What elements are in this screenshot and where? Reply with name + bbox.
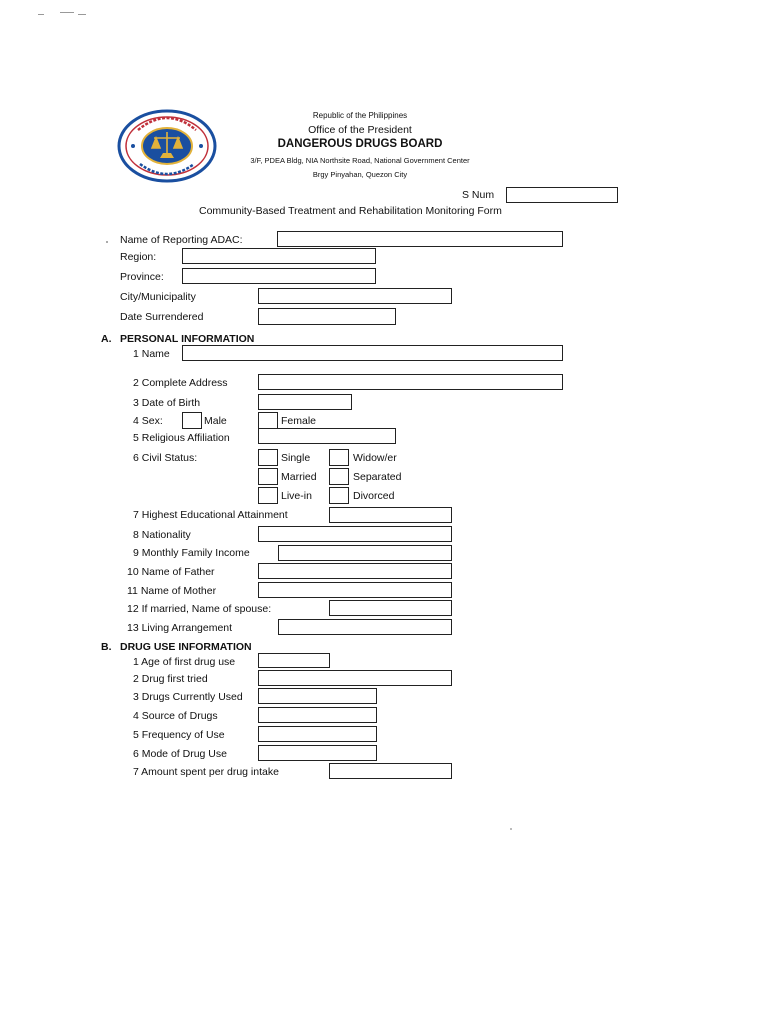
drugs-current-field[interactable] bbox=[258, 688, 377, 704]
mother-field[interactable] bbox=[258, 582, 452, 598]
region-field[interactable] bbox=[182, 248, 376, 264]
father-label: 10 Name of Father bbox=[127, 566, 215, 578]
single-label: Single bbox=[281, 452, 311, 464]
widow-label: Widow/er bbox=[353, 452, 397, 464]
separated-label: Separated bbox=[353, 471, 402, 483]
mode-label: 6 Mode of Drug Use bbox=[133, 748, 227, 760]
form-title: Community-Based Treatment and Rehabilitation Monitoring Form bbox=[199, 205, 502, 217]
scan-speck bbox=[510, 828, 512, 830]
section-a-title: PERSONAL INFORMATION bbox=[120, 333, 255, 345]
married-label: Married bbox=[281, 471, 317, 483]
nationality-field[interactable] bbox=[258, 526, 452, 542]
city-label: City/Municipality bbox=[120, 291, 196, 303]
date-surrendered-field[interactable] bbox=[258, 308, 396, 325]
widow-checkbox[interactable] bbox=[329, 449, 349, 466]
income-field[interactable] bbox=[278, 545, 452, 561]
date-surrendered-label: Date Surrendered bbox=[120, 311, 204, 323]
female-checkbox[interactable] bbox=[258, 412, 278, 429]
city-field[interactable] bbox=[258, 288, 452, 304]
frequency-label: 5 Frequency of Use bbox=[133, 729, 225, 741]
age-first-use-field[interactable] bbox=[258, 653, 330, 668]
female-label: Female bbox=[281, 415, 317, 427]
civil-status-label: 6 Civil Status: bbox=[133, 452, 198, 464]
header-city: Brgy Pinyahan, Quezon City bbox=[312, 170, 408, 179]
source-drugs-field[interactable] bbox=[258, 707, 377, 723]
adac-label: Name of Reporting ADAC: bbox=[120, 234, 243, 246]
single-checkbox[interactable] bbox=[258, 449, 278, 466]
scan-mark bbox=[38, 14, 44, 15]
drug-first-tried-field[interactable] bbox=[258, 670, 452, 686]
section-b-letter: B. bbox=[101, 641, 112, 653]
drug-first-tried-label: 2 Drug first tried bbox=[133, 673, 208, 685]
section-a-letter: A. bbox=[101, 333, 112, 345]
snum-field[interactable] bbox=[506, 187, 618, 203]
living-arrangement-label: 13 Living Arrangement bbox=[127, 622, 233, 634]
dob-label: 3 Date of Birth bbox=[133, 397, 201, 409]
living-arrangement-field[interactable] bbox=[278, 619, 452, 635]
nationality-label: 8 Nationality bbox=[133, 529, 191, 541]
frequency-field[interactable] bbox=[258, 726, 377, 742]
adac-field[interactable] bbox=[277, 231, 563, 247]
education-field[interactable] bbox=[329, 507, 452, 523]
separated-checkbox[interactable] bbox=[329, 468, 349, 485]
address-field[interactable] bbox=[258, 374, 563, 390]
header-republic: Republic of the Philippines bbox=[312, 111, 408, 120]
religion-label: 5 Religious Affiliation bbox=[133, 432, 230, 444]
livein-label: Live-in bbox=[281, 490, 312, 502]
sex-label: 4 Sex: bbox=[133, 415, 163, 427]
drugs-current-label: 3 Drugs Currently Used bbox=[133, 691, 243, 703]
header-office: Office of the President bbox=[308, 124, 412, 136]
mother-label: 11 Name of Mother bbox=[127, 585, 217, 597]
province-field[interactable] bbox=[182, 268, 376, 284]
spouse-field[interactable] bbox=[329, 600, 452, 616]
name-field[interactable] bbox=[182, 345, 563, 361]
amount-spent-label: 7 Amount spent per drug intake bbox=[133, 766, 279, 778]
age-first-use-label: 1 Age of first drug use bbox=[133, 656, 236, 668]
spouse-label: 12 If married, Name of spouse: bbox=[127, 603, 272, 615]
mode-field[interactable] bbox=[258, 745, 377, 761]
male-checkbox[interactable] bbox=[182, 412, 202, 429]
religion-field[interactable] bbox=[258, 428, 396, 444]
dangerous-drugs-board-seal bbox=[116, 108, 218, 184]
livein-checkbox[interactable] bbox=[258, 487, 278, 504]
name-label: 1 Name bbox=[133, 348, 170, 360]
section-b-title: DRUG USE INFORMATION bbox=[120, 641, 252, 653]
address-label: 2 Complete Address bbox=[133, 377, 228, 389]
married-checkbox[interactable] bbox=[258, 468, 278, 485]
father-field[interactable] bbox=[258, 563, 452, 579]
divorced-label: Divorced bbox=[353, 490, 395, 502]
dob-field[interactable] bbox=[258, 394, 352, 410]
scan-mark bbox=[60, 12, 74, 13]
region-label: Region: bbox=[120, 251, 157, 263]
scan-speck bbox=[106, 241, 108, 243]
amount-spent-field[interactable] bbox=[329, 763, 452, 779]
education-label: 7 Highest Educational Attainment bbox=[133, 509, 288, 521]
province-label: Province: bbox=[120, 271, 164, 283]
header-agency: DANGEROUS DRUGS BOARD bbox=[277, 138, 443, 150]
source-drugs-label: 4 Source of Drugs bbox=[133, 710, 218, 722]
snum-label: S Num bbox=[462, 189, 495, 201]
scan-mark bbox=[78, 14, 86, 15]
income-label: 9 Monthly Family Income bbox=[133, 547, 250, 559]
divorced-checkbox[interactable] bbox=[329, 487, 349, 504]
header-address: 3/F, PDEA Bldg, NIA Northsite Road, National Government Center bbox=[250, 156, 470, 165]
male-label: Male bbox=[204, 415, 227, 427]
